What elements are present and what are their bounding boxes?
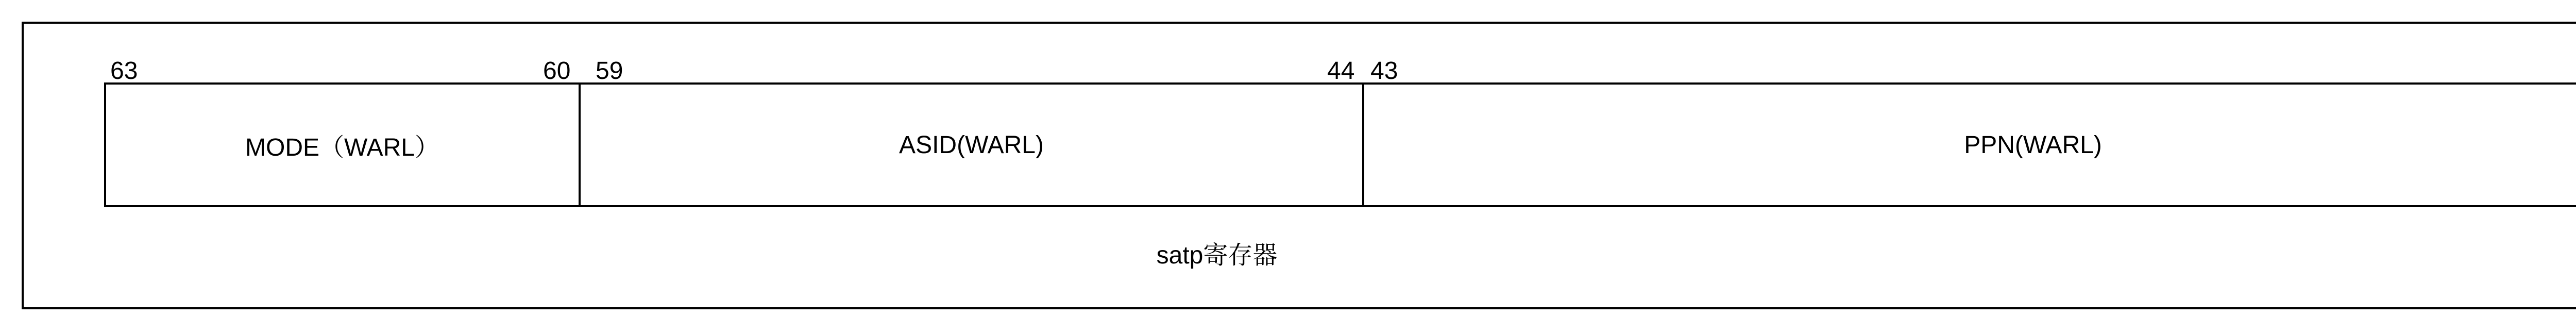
diagram-caption: satp寄存器 [1156, 242, 1278, 269]
bit-label-60: 60 [543, 57, 571, 85]
bit-label-63: 63 [110, 57, 138, 85]
bit-label-59: 59 [596, 57, 623, 85]
field-asid-label: ASID(WARL) [899, 131, 1044, 159]
field-mode-label: MODE（WARL） [245, 134, 439, 161]
field-asid [581, 85, 1364, 205]
field-ppn [1364, 85, 2576, 205]
bit-label-43: 43 [1370, 57, 1398, 85]
bit-label-44: 44 [1327, 57, 1355, 85]
field-mode [106, 85, 581, 205]
field-ppn-label: PPN(WARL) [1964, 131, 2102, 159]
satp-register [104, 82, 2576, 207]
